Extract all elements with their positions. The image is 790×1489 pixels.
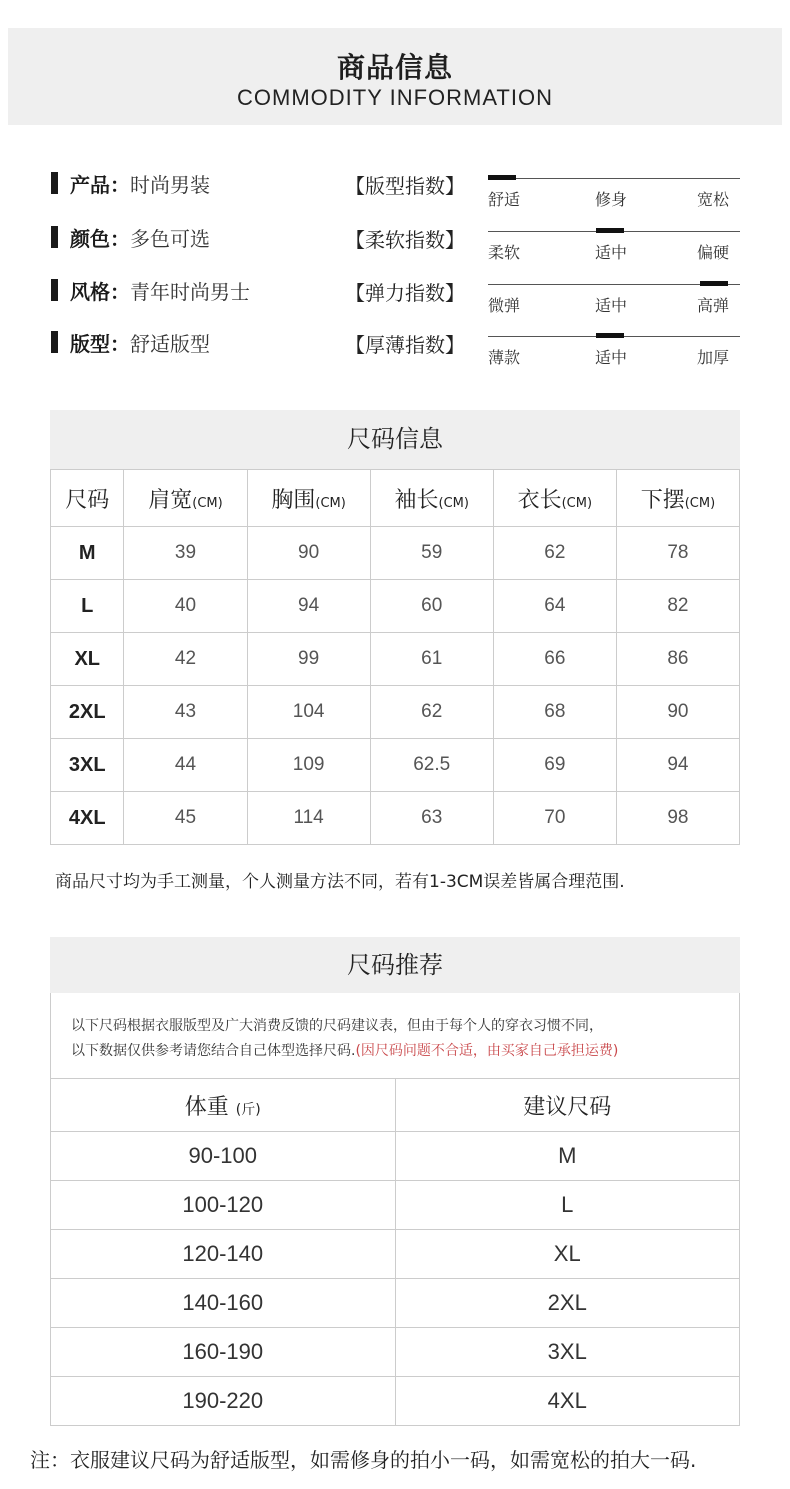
table-cell: 39 [124, 527, 247, 580]
scale-option: 适中 [595, 243, 628, 262]
table-row [51, 633, 740, 686]
size-cell: 2XL [51, 686, 124, 739]
info-row-color [51, 224, 210, 250]
weight-cell: 140-160 [51, 1279, 396, 1328]
table-header-cell [51, 470, 124, 527]
scale-line [488, 178, 740, 179]
scale-marker [596, 333, 624, 338]
size-rec-table [50, 1078, 740, 1426]
table-header-cell [124, 470, 247, 527]
table-header-cell [247, 470, 370, 527]
table-cell: 90 [616, 686, 739, 739]
rec-desc-line2 [71, 1040, 618, 1060]
table-cell: 42 [124, 633, 247, 686]
size-info-table [50, 469, 740, 845]
table-row [51, 580, 740, 633]
size-cell: XL [51, 633, 124, 686]
info-label: 风格 [70, 279, 110, 304]
info-row-fit [51, 329, 210, 355]
table-row [51, 792, 740, 845]
scale-thickness [488, 336, 740, 376]
size-cell: 4XL [51, 792, 124, 845]
weight-cell: 190-220 [51, 1377, 396, 1426]
table-cell: 70 [493, 792, 616, 845]
info-value: 时尚男装 [130, 172, 210, 197]
table-cell: 60 [370, 580, 493, 633]
header-name: 胸围 [271, 487, 316, 513]
table-cell: 82 [616, 580, 739, 633]
table-cell: 62.5 [370, 739, 493, 792]
table-row [51, 1377, 740, 1426]
header-unit: (CM) [561, 495, 593, 511]
table-cell: 104 [247, 686, 370, 739]
table-cell: 69 [493, 739, 616, 792]
scale-option: 柔软 [488, 243, 521, 262]
scale-option: 加厚 [697, 348, 730, 367]
table-cell: 43 [124, 686, 247, 739]
table-row [51, 739, 740, 792]
scale-option: 微弹 [488, 296, 521, 315]
size-cell: M [395, 1132, 740, 1181]
info-colon: ： [110, 331, 130, 356]
table-cell: 98 [616, 792, 739, 845]
scale-marker [488, 175, 516, 180]
info-colon: ： [110, 279, 130, 304]
table-header-cell [493, 470, 616, 527]
scale-marker [596, 228, 624, 233]
table-cell: 66 [493, 633, 616, 686]
info-row-style [51, 277, 250, 303]
table-row [51, 1230, 740, 1279]
size-cell: XL [395, 1230, 740, 1279]
info-bullet [51, 172, 58, 194]
table-row [51, 1279, 740, 1328]
scale-option: 适中 [595, 296, 628, 315]
info-bullet [51, 331, 58, 353]
measurement-note: 商品尺寸均为手工测量，个人测量方法不同，若有1-3CM误差皆属合理范围. [55, 872, 625, 892]
table-header-cell [51, 1079, 396, 1132]
scale-fit [488, 178, 740, 218]
info-value: 舒适版型 [130, 331, 210, 356]
table-cell: 44 [124, 739, 247, 792]
scale-option: 薄款 [488, 348, 521, 367]
size-cell: L [51, 580, 124, 633]
size-cell: L [395, 1181, 740, 1230]
info-label: 颜色 [70, 226, 110, 251]
table-header-cell [616, 470, 739, 527]
size-rec-description [50, 993, 740, 1078]
header-name: 体重 [184, 1094, 229, 1120]
index-label-thickness: 【厚薄指数】 [345, 333, 465, 357]
table-cell: 63 [370, 792, 493, 845]
table-header-cell [395, 1079, 740, 1132]
header-unit: (CM) [192, 495, 223, 511]
info-row-product [51, 170, 210, 196]
table-cell: 90 [247, 527, 370, 580]
table-row [51, 1132, 740, 1181]
header-unit: (CM) [315, 495, 346, 511]
table-header-row [51, 470, 740, 527]
rec-desc-line1: 以下尺码根据衣服版型及广大消费反馈的尺码建议表，但由于每个人的穿衣习惯不同， [71, 1018, 603, 1034]
table-cell: 45 [124, 792, 247, 845]
weight-cell: 160-190 [51, 1328, 396, 1377]
index-label-fit: 【版型指数】 [345, 174, 465, 198]
index-label-softness: 【柔软指数】 [345, 228, 465, 252]
table-row [51, 527, 740, 580]
table-cell: 94 [616, 739, 739, 792]
header-title-cn: 商品信息 [336, 51, 453, 84]
scale-option: 修身 [595, 190, 628, 209]
scale-option: 适中 [595, 348, 628, 367]
table-cell: 68 [493, 686, 616, 739]
index-label-elasticity: 【弹力指数】 [345, 281, 465, 305]
header-name: 建议尺码 [523, 1094, 612, 1120]
info-colon: ： [110, 226, 130, 251]
table-header-row [51, 1079, 740, 1132]
size-cell: 3XL [395, 1328, 740, 1377]
size-info-title: 尺码信息 [50, 410, 740, 469]
header-name: 肩宽 [148, 487, 193, 513]
table-cell: 109 [247, 739, 370, 792]
info-label: 版型 [70, 331, 110, 356]
table-header-cell [370, 470, 493, 527]
table-cell: 64 [493, 580, 616, 633]
scale-option: 宽松 [697, 190, 730, 209]
rec-desc-text: 以下数据仅供参考请您结合自己体型选择尺码. [71, 1043, 356, 1059]
footer-note: 注：衣服建议尺码为舒适版型，如需修身的拍小一码，如需宽松的拍大一码. [30, 1448, 697, 1472]
size-cell: 4XL [395, 1377, 740, 1426]
weight-cell: 120-140 [51, 1230, 396, 1279]
header-name: 下摆 [640, 487, 685, 513]
header-unit: (斤) [235, 1101, 261, 1118]
table-cell: 99 [247, 633, 370, 686]
table-row [51, 1181, 740, 1230]
info-value: 青年时尚男士 [130, 279, 250, 304]
table-cell: 114 [247, 792, 370, 845]
scale-option: 偏硬 [697, 243, 730, 262]
table-cell: 78 [616, 527, 739, 580]
rec-desc-warning: (因尺码问题不合适，由买家自己承担运费) [355, 1043, 619, 1059]
header-unit: (CM) [684, 495, 716, 511]
info-bullet [51, 279, 58, 301]
header-title-en: COMMODITY INFORMATION [237, 85, 553, 110]
weight-cell: 100-120 [51, 1181, 396, 1230]
header-name: 袖长 [394, 487, 439, 513]
scale-softness [488, 231, 740, 271]
header-band [8, 28, 782, 125]
header-name: 尺码 [65, 487, 110, 513]
header-name: 衣长 [517, 487, 562, 513]
info-value: 多色可选 [130, 226, 210, 251]
scale-option: 舒适 [488, 190, 521, 209]
table-cell: 62 [370, 686, 493, 739]
size-cell: 2XL [395, 1279, 740, 1328]
size-cell: M [51, 527, 124, 580]
size-cell: 3XL [51, 739, 124, 792]
table-cell: 59 [370, 527, 493, 580]
table-cell: 62 [493, 527, 616, 580]
scale-elasticity [488, 284, 740, 324]
table-row [51, 686, 740, 739]
table-cell: 61 [370, 633, 493, 686]
info-bullet [51, 226, 58, 248]
table-cell: 94 [247, 580, 370, 633]
table-row [51, 1328, 740, 1377]
weight-cell: 90-100 [51, 1132, 396, 1181]
size-rec-title: 尺码推荐 [50, 937, 740, 993]
header-unit: (CM) [438, 495, 469, 511]
scale-marker [700, 281, 728, 286]
table-cell: 40 [124, 580, 247, 633]
info-label: 产品 [70, 172, 110, 197]
table-cell: 86 [616, 633, 739, 686]
info-colon: ： [110, 172, 130, 197]
scale-option: 高弹 [697, 296, 730, 315]
